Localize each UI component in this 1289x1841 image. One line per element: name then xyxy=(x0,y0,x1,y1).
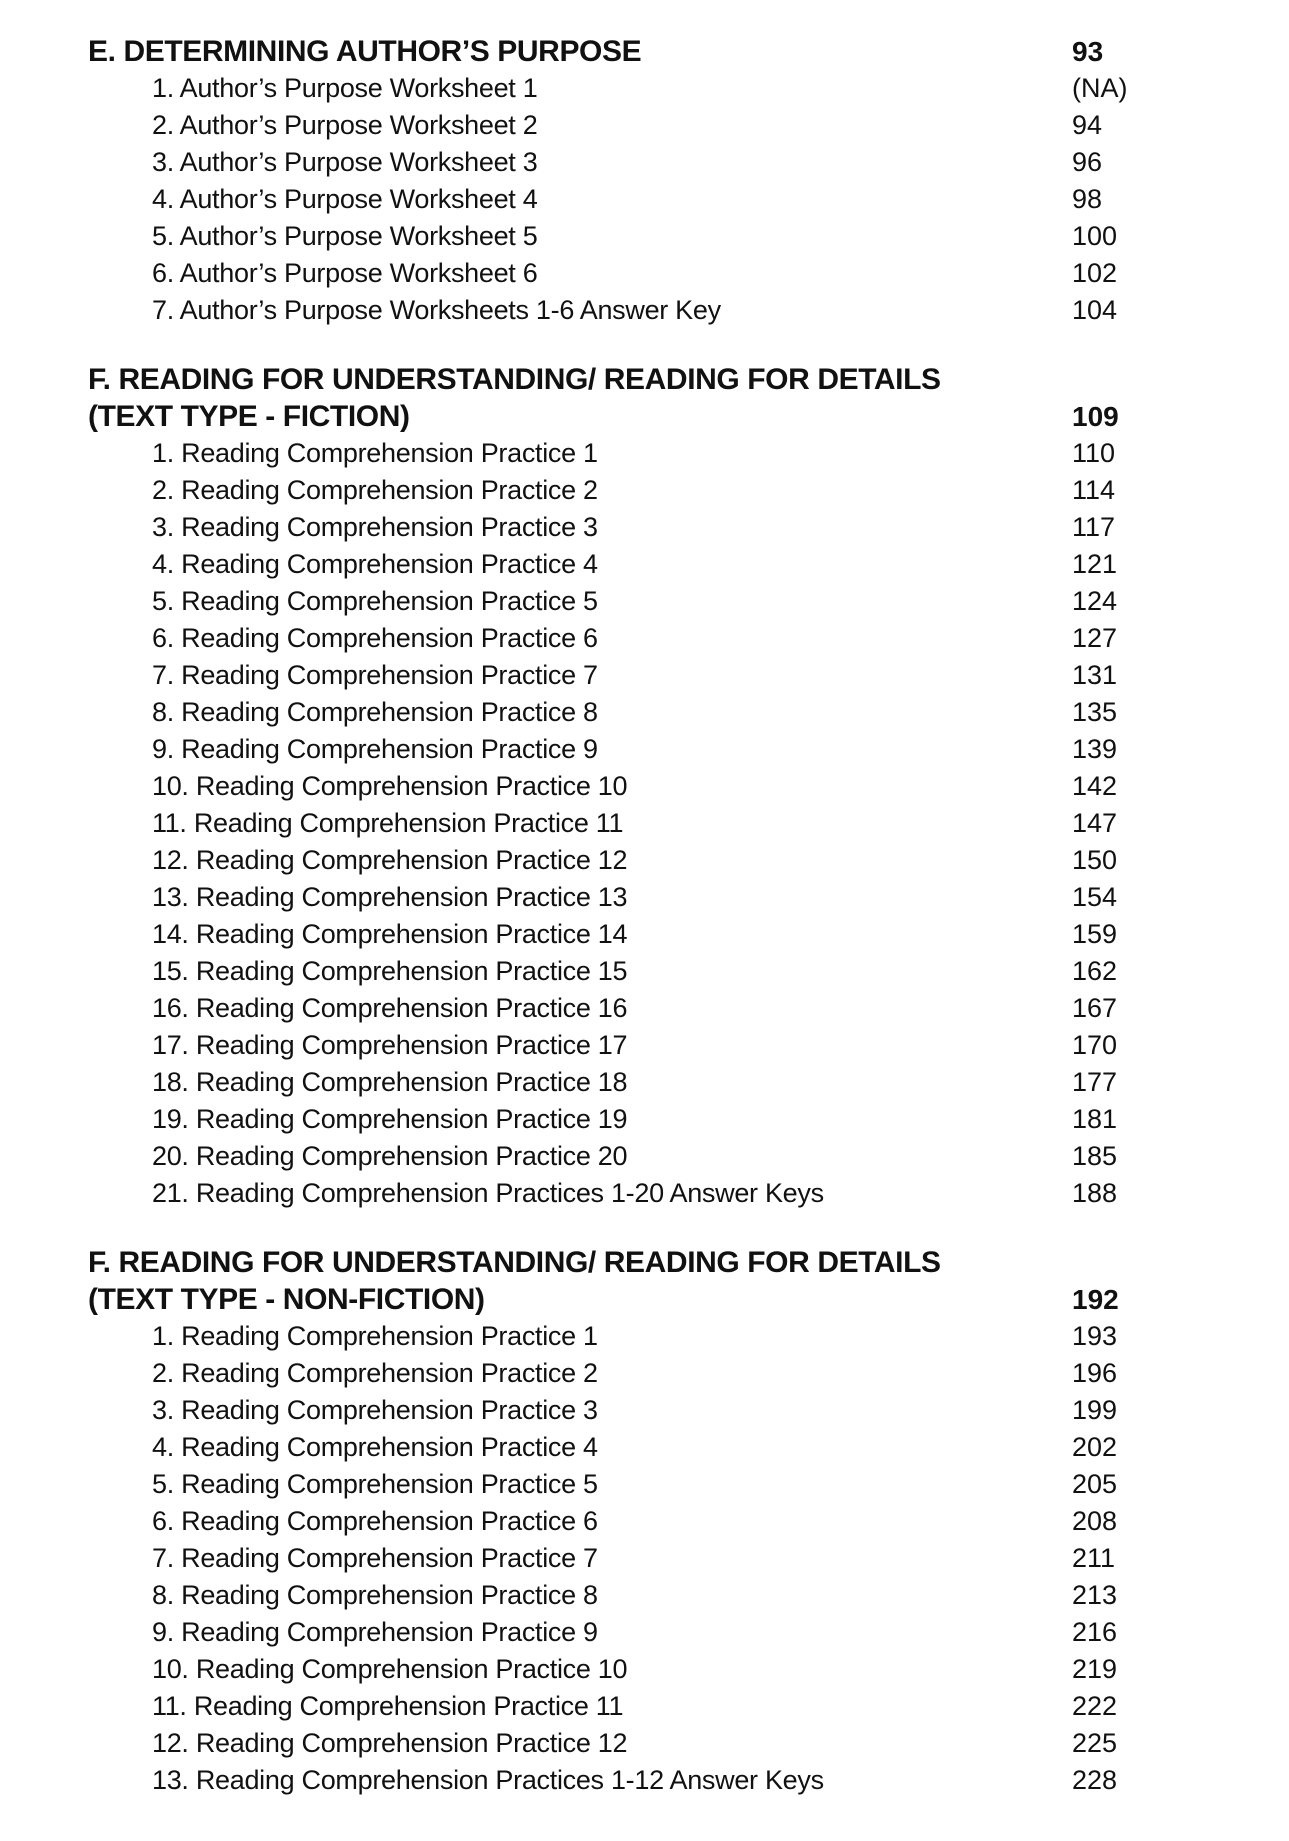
toc-item-page-number: 196 xyxy=(1072,1358,1118,1388)
toc-item xyxy=(0,1101,1289,1138)
toc-item-label: 10. Reading Comprehension Practice 10 xyxy=(152,1654,628,1684)
toc-item-label: 14. Reading Comprehension Practice 14 xyxy=(152,919,628,949)
toc-item-label: 2. Reading Comprehension Practice 2 xyxy=(152,475,598,505)
toc-sections xyxy=(0,33,1289,1799)
toc-item-label: 12. Reading Comprehension Practice 12 xyxy=(152,845,628,875)
toc-item xyxy=(0,255,1289,292)
toc-item-page-number: 117 xyxy=(1072,512,1116,542)
toc-item-page-number: 199 xyxy=(1072,1395,1118,1425)
toc-item-page-number: 114 xyxy=(1072,475,1116,505)
toc-item-label: 3. Reading Comprehension Practice 3 xyxy=(152,1395,598,1425)
toc-item-page-number: 208 xyxy=(1072,1506,1118,1536)
toc-item-page-number: 142 xyxy=(1072,771,1118,801)
section-title-row xyxy=(0,33,1289,70)
toc-item-label: 3. Reading Comprehension Practice 3 xyxy=(152,512,598,542)
section-page-number: 109 xyxy=(1072,401,1119,432)
toc-item-page-number: 167 xyxy=(1072,993,1118,1023)
section-items xyxy=(0,435,1289,1212)
toc-item-page-number: 124 xyxy=(1072,586,1118,616)
toc-item-label: 13. Reading Comprehension Practices 1-12 Answer Keys xyxy=(152,1765,824,1795)
toc-item xyxy=(0,144,1289,181)
toc-item xyxy=(0,218,1289,255)
toc-item-page-number: 104 xyxy=(1072,295,1118,325)
toc-item-label: 4. Author’s Purpose Worksheet 4 xyxy=(152,184,538,214)
toc-item-label: 16. Reading Comprehension Practice 16 xyxy=(152,993,628,1023)
toc-item-page-number: 154 xyxy=(1072,882,1118,912)
toc-item-label: 2. Author’s Purpose Worksheet 2 xyxy=(152,110,538,140)
section-header xyxy=(0,33,1289,70)
toc-item-page-number: 219 xyxy=(1072,1654,1118,1684)
toc-section xyxy=(0,1244,1289,1799)
toc-item-label: 5. Author’s Purpose Worksheet 5 xyxy=(152,221,538,251)
toc-item-label: 11. Reading Comprehension Practice 11 xyxy=(152,808,624,838)
toc-item-label: 13. Reading Comprehension Practice 13 xyxy=(152,882,628,912)
toc-item-label: 1. Reading Comprehension Practice 1 xyxy=(152,438,598,468)
toc-item-page-number: 228 xyxy=(1072,1765,1118,1795)
toc-item xyxy=(0,805,1289,842)
toc-item xyxy=(0,1614,1289,1651)
toc-item-page-number: 147 xyxy=(1072,808,1118,838)
toc-item xyxy=(0,1540,1289,1577)
toc-item-label: 19. Reading Comprehension Practice 19 xyxy=(152,1104,628,1134)
toc-item-label: 15. Reading Comprehension Practice 15 xyxy=(152,956,628,986)
toc-item-page-number: 110 xyxy=(1072,438,1116,468)
section-title-line: (TEXT TYPE - FICTION) xyxy=(88,400,410,433)
toc-item-label: 7. Reading Comprehension Practice 7 xyxy=(152,660,598,690)
toc-item xyxy=(0,1175,1289,1212)
toc-item xyxy=(0,509,1289,546)
toc-item xyxy=(0,546,1289,583)
toc-item xyxy=(0,916,1289,953)
toc-item-label: 10. Reading Comprehension Practice 10 xyxy=(152,771,628,801)
toc-item-label: 17. Reading Comprehension Practice 17 xyxy=(152,1030,628,1060)
section-items xyxy=(0,1318,1289,1799)
toc-item-label: 6. Author’s Purpose Worksheet 6 xyxy=(152,258,538,288)
toc-item xyxy=(0,694,1289,731)
section-page-number: 93 xyxy=(1072,36,1104,67)
toc-item xyxy=(0,70,1289,107)
toc-item xyxy=(0,435,1289,472)
section-title-line: (TEXT TYPE - NON-FICTION) xyxy=(88,1283,485,1316)
toc-item-page-number: 188 xyxy=(1072,1178,1118,1208)
toc-item xyxy=(0,181,1289,218)
toc-item-page-number: 94 xyxy=(1072,110,1103,140)
toc-item xyxy=(0,990,1289,1027)
toc-item xyxy=(0,842,1289,879)
toc-item-label: 12. Reading Comprehension Practice 12 xyxy=(152,1728,628,1758)
toc-item-page-number: 150 xyxy=(1072,845,1118,875)
toc-item-page-number: 162 xyxy=(1072,956,1118,986)
toc-item-page-number: 98 xyxy=(1072,184,1103,214)
toc-section xyxy=(0,361,1289,1212)
toc-section xyxy=(0,33,1289,329)
toc-item-page-number: 100 xyxy=(1072,221,1118,251)
toc-item xyxy=(0,768,1289,805)
toc-item-label: 8. Reading Comprehension Practice 8 xyxy=(152,697,598,727)
toc-item-page-number: 127 xyxy=(1072,623,1118,653)
toc-item-page-number: 225 xyxy=(1072,1728,1118,1758)
section-title-row xyxy=(0,361,1289,398)
section-header xyxy=(0,1244,1289,1318)
toc-item-page-number: 205 xyxy=(1072,1469,1118,1499)
toc-item-label: 6. Reading Comprehension Practice 6 xyxy=(152,623,598,653)
section-title-row xyxy=(0,1244,1289,1281)
section-title-row xyxy=(0,1281,1289,1318)
toc-item-page-number: 193 xyxy=(1072,1321,1118,1351)
toc-item xyxy=(0,472,1289,509)
toc-item xyxy=(0,1725,1289,1762)
toc-item-page-number: 102 xyxy=(1072,258,1118,288)
section-page-number: 192 xyxy=(1072,1284,1119,1315)
toc-item-page-number: 185 xyxy=(1072,1141,1118,1171)
toc-item xyxy=(0,107,1289,144)
toc-item-label: 2. Reading Comprehension Practice 2 xyxy=(152,1358,598,1388)
toc-item-page-number: 135 xyxy=(1072,697,1118,727)
toc-item xyxy=(0,1466,1289,1503)
toc-item xyxy=(0,1138,1289,1175)
toc-item xyxy=(0,1503,1289,1540)
toc-item-label: 4. Reading Comprehension Practice 4 xyxy=(152,1432,598,1462)
toc-item-label: 7. Author’s Purpose Worksheets 1-6 Answer Key xyxy=(152,295,721,325)
toc-item-page-number: 222 xyxy=(1072,1691,1118,1721)
toc-item-page-number: 202 xyxy=(1072,1432,1118,1462)
toc-item xyxy=(0,1688,1289,1725)
toc-item xyxy=(0,1651,1289,1688)
toc-item xyxy=(0,953,1289,990)
toc-item xyxy=(0,1355,1289,1392)
toc-item xyxy=(0,1064,1289,1101)
toc-item-label: 3. Author’s Purpose Worksheet 3 xyxy=(152,147,538,177)
toc-item-page-number: 216 xyxy=(1072,1617,1118,1647)
toc-item-label: 18. Reading Comprehension Practice 18 xyxy=(152,1067,628,1097)
toc-item xyxy=(0,879,1289,916)
toc-item-label: 21. Reading Comprehension Practices 1-20 Answer Keys xyxy=(152,1178,824,1208)
toc-item-label: 8. Reading Comprehension Practice 8 xyxy=(152,1580,598,1610)
toc-item xyxy=(0,1318,1289,1355)
toc-item-label: 1. Author’s Purpose Worksheet 1 xyxy=(152,73,538,103)
toc-item-page-number: 159 xyxy=(1072,919,1118,949)
toc-item-label: 4. Reading Comprehension Practice 4 xyxy=(152,549,598,579)
toc-item xyxy=(0,1762,1289,1799)
toc-item xyxy=(0,1027,1289,1064)
toc-item-page-number: 213 xyxy=(1072,1580,1118,1610)
section-items xyxy=(0,70,1289,329)
toc-item xyxy=(0,620,1289,657)
section-title-row xyxy=(0,398,1289,435)
toc-item-page-number: 177 xyxy=(1072,1067,1118,1097)
toc-item-page-number: 131 xyxy=(1072,660,1118,690)
toc-item-label: 9. Reading Comprehension Practice 9 xyxy=(152,734,598,764)
toc-item-label: 20. Reading Comprehension Practice 20 xyxy=(152,1141,628,1171)
toc-item xyxy=(0,292,1289,329)
toc-item-page-number: 96 xyxy=(1072,147,1103,177)
toc-item-label: 5. Reading Comprehension Practice 5 xyxy=(152,586,598,616)
section-title-line: E. DETERMINING AUTHOR’S PURPOSE xyxy=(88,35,642,68)
toc-item-page-number: 170 xyxy=(1072,1030,1118,1060)
toc-item-page-number: 211 xyxy=(1072,1543,1116,1573)
toc-item-page-number: 181 xyxy=(1072,1104,1118,1134)
section-title-line: F. READING FOR UNDERSTANDING/ READING FOR DETAILS xyxy=(88,1246,941,1279)
toc-item xyxy=(0,731,1289,768)
toc-item xyxy=(0,583,1289,620)
toc-item-label: 1. Reading Comprehension Practice 1 xyxy=(152,1321,598,1351)
toc-item-label: 7. Reading Comprehension Practice 7 xyxy=(152,1543,598,1573)
section-title-line: F. READING FOR UNDERSTANDING/ READING FOR DETAILS xyxy=(88,363,941,396)
toc-item xyxy=(0,1577,1289,1614)
section-header xyxy=(0,361,1289,435)
toc-item-page-number: 139 xyxy=(1072,734,1118,764)
toc-item xyxy=(0,1392,1289,1429)
toc-item-label: 5. Reading Comprehension Practice 5 xyxy=(152,1469,598,1499)
toc-item xyxy=(0,657,1289,694)
toc-item-label: 11. Reading Comprehension Practice 11 xyxy=(152,1691,624,1721)
toc-item-label: 6. Reading Comprehension Practice 6 xyxy=(152,1506,598,1536)
toc-item-page-number: 121 xyxy=(1072,549,1118,579)
toc-item-label: 9. Reading Comprehension Practice 9 xyxy=(152,1617,598,1647)
toc-item-page-number: (NA) xyxy=(1072,73,1128,103)
toc-item xyxy=(0,1429,1289,1466)
